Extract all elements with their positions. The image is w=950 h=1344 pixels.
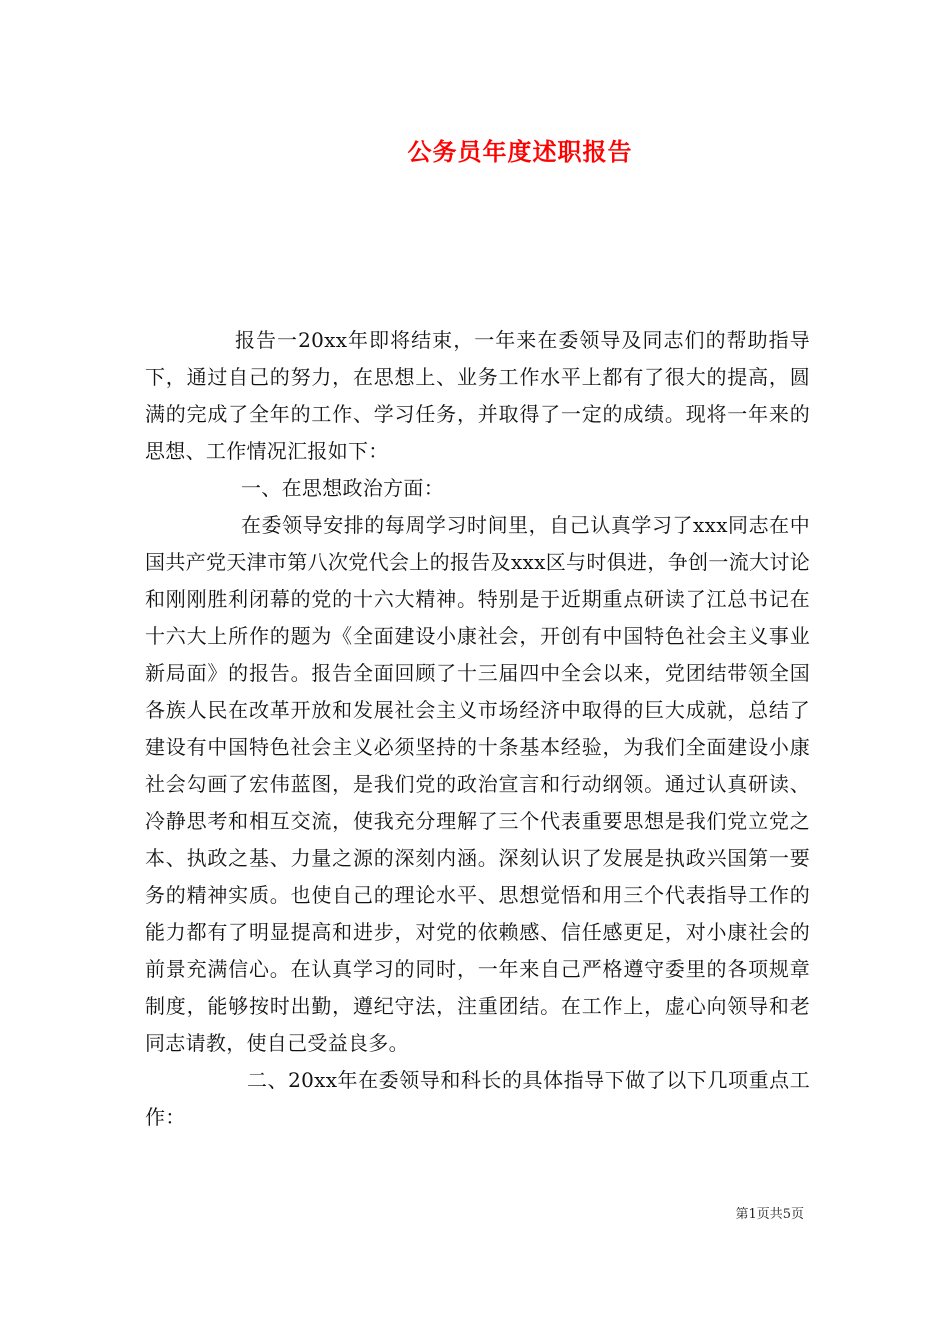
page-number: 第1页共5页 bbox=[735, 1207, 804, 1222]
section-heading-1: 一、在思想政治方面： bbox=[241, 476, 444, 500]
paragraph-intro: 报告一20xx年即将结束，一年来在委领导及同志们的帮助指导下，通过自己的努力，在思想上、业务工作水平上都有了很大的提高，圆满的完成了全年的工作、学习任务，并取得了一定的成绩。现将一年来的思想、工作情况汇报如下： bbox=[145, 328, 810, 463]
paragraph-political-study: 在委领导安排的每周学习时间里，自己认真学习了xxx同志在中国共产党天津市第八次党代会上的报告及xxx区与时俱进，争创一流大讨论和刚刚胜利闭幕的党的十六大精神。特别是于近期重点研读了江总书记在十六大上所作的题为《全面建设小康社会，开创有中国特色社会主义事业新局面》的报告。报告全面回顾了十三届四中全会以来，党团结带领全国各族人民在改革开放和发展社会主义市场经济中取得的巨大成就，总结了建设有中国特色社会主义必须坚持的十条基本经验，为我们全面建设小康社会勾画了宏伟蓝图，是我们党的政治宣言和行动纲领。通过认真研读、冷静思考和相互交流，使我充分理解了三个代表重要思想是我们党立党之本、执政之基、力量之源的深刻内涵。深刻认识了发展是执政兴国第一要务的精神实质。也使自己的理论水平、思想觉悟和用三个代表指导工作的能力都有了明显提高和进步，对党的依赖感、信任感更足，对小康社会的前景充满信心。在认真学习的同时，一年来自己严格遵守委里的各项规章制度，能够按时出勤，遵纪守法，注重团结。在工作上，虚心向领导和老同志请教，使自己受益良多。 bbox=[145, 513, 810, 1055]
document-body bbox=[145, 322, 810, 1136]
section-heading-2: 二、20xx年在委领导和科长的具体指导下做了以下几项重点工作： bbox=[145, 1068, 810, 1129]
document-title: 公务员年度述职报告 bbox=[407, 138, 633, 166]
